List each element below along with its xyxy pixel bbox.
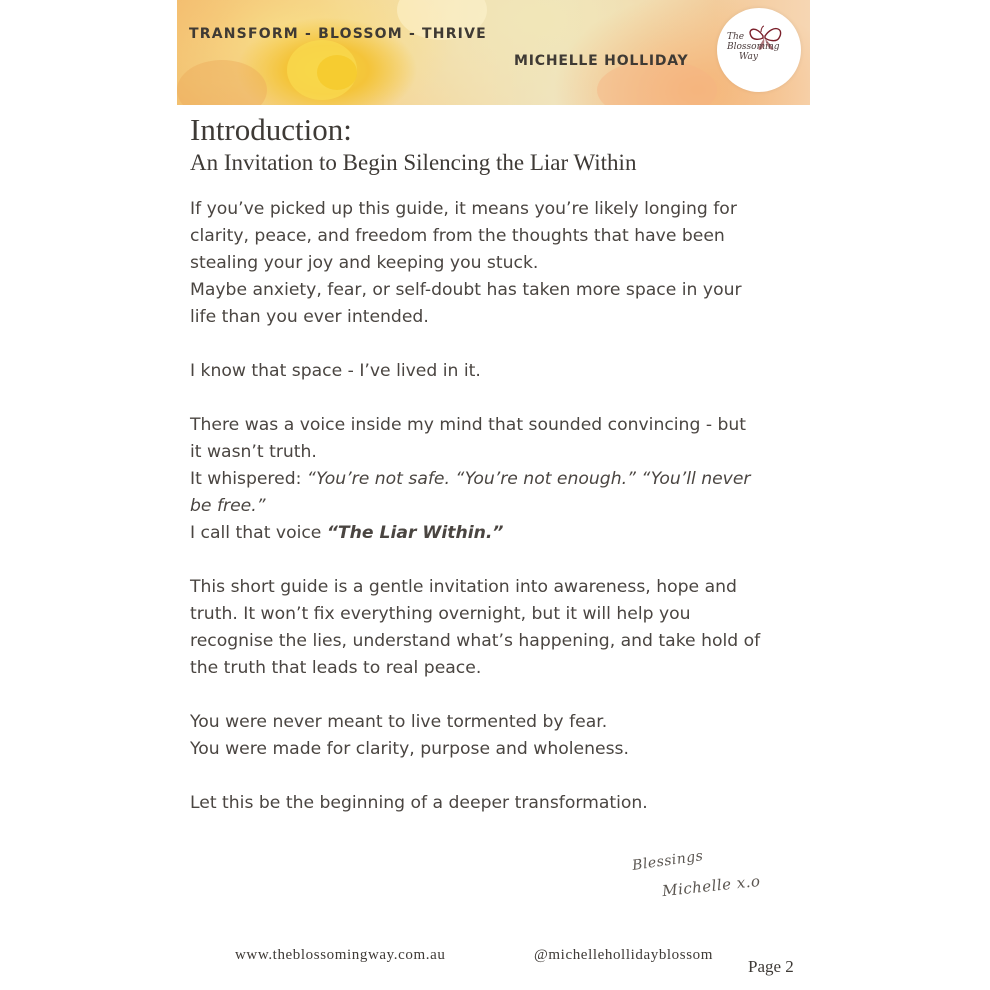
page-title: Introduction: xyxy=(190,112,352,147)
footer-website-link[interactable]: www.theblossomingway.com.au xyxy=(235,947,446,963)
signature-line: Blessings xyxy=(631,848,705,874)
paragraph-line: recognise the lies, understand what’s happening, and take hold of xyxy=(190,631,761,651)
paragraph-line: You were never meant to live tormented by fear. xyxy=(190,712,608,732)
paragraph-line: This short guide is a gentle invitation into awareness, hope and xyxy=(190,577,737,597)
paragraph-line: the truth that leads to real peace. xyxy=(190,658,482,678)
whisper-quote: be free.” xyxy=(190,496,266,516)
body-text xyxy=(190,196,802,817)
call-line: I call that voice “The Liar Within.” xyxy=(190,523,504,543)
liar-within-name: “The Liar Within.” xyxy=(326,523,504,543)
whisper-quote: “You’re not safe. “You’re not enough.” “You’ll never xyxy=(306,469,751,489)
header-banner xyxy=(177,0,810,105)
signature-line: Michelle x.o xyxy=(661,871,762,901)
footer-social-handle[interactable]: @michellehollidayblossom xyxy=(534,947,714,963)
paragraph-line: There was a voice inside my mind that sounded convincing - but xyxy=(190,415,747,435)
paragraph-line: truth. It won’t fix everything overnight, but it will help you xyxy=(190,604,691,624)
whisper-line: It whispered: “You’re not safe. “You’re not enough.” “You’ll never xyxy=(190,469,751,489)
page-number: Page 2 xyxy=(748,957,794,976)
document-page xyxy=(177,0,810,990)
paragraph-line: stealing your joy and keeping you stuck. xyxy=(190,253,539,273)
banner-tagline: TRANSFORM - BLOSSOM - THRIVE xyxy=(189,26,487,42)
page-subtitle: An Invitation to Begin Silencing the Liar Within xyxy=(190,150,637,175)
banner-author: MICHELLE HOLLIDAY xyxy=(514,53,689,69)
paragraph-line: it wasn’t truth. xyxy=(190,442,317,462)
signature xyxy=(632,845,782,915)
paragraph-line: life than you ever intended. xyxy=(190,307,429,327)
paragraph-line: I know that space - I’ve lived in it. xyxy=(190,361,481,381)
paragraph-line: Maybe anxiety, fear, or self-doubt has taken more space in your xyxy=(190,280,742,300)
paragraph-line: If you’ve picked up this guide, it means you’re likely longing for xyxy=(190,199,737,219)
logo-wordmark: The Blossoming Way xyxy=(727,32,780,62)
whisper-line xyxy=(190,493,802,520)
paragraph-line: clarity, peace, and freedom from the thoughts that have been xyxy=(190,226,725,246)
paragraph-line: Let this be the beginning of a deeper transformation. xyxy=(190,793,648,813)
paragraph-line: You were made for clarity, purpose and wholeness. xyxy=(190,739,629,759)
brand-logo xyxy=(717,8,801,92)
